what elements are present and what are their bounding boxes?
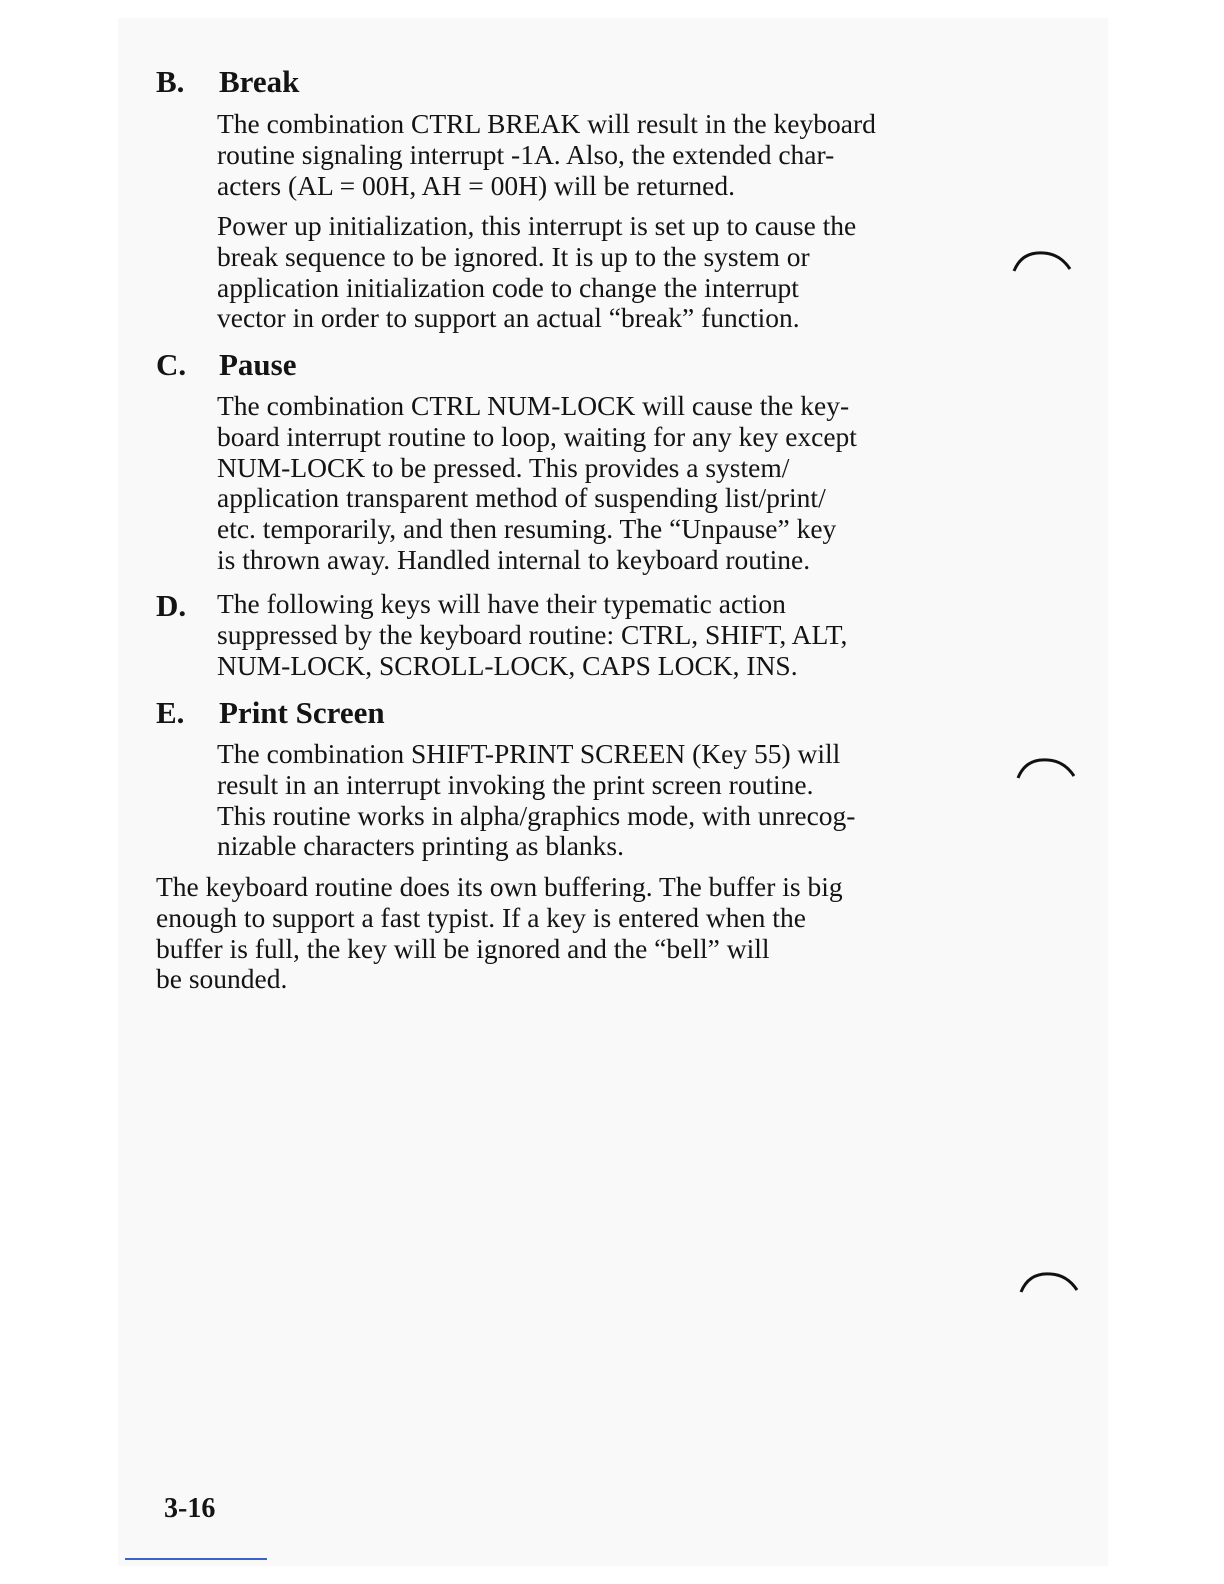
section-heading: Pause: [219, 347, 297, 382]
page-number: 3-16: [164, 1493, 216, 1524]
section-letter: E.: [156, 695, 185, 730]
paragraph: The combination CTRL BREAK will result in the keyboard routine signaling interrupt -1A. Also, the extended char- acters (AL = 00H, AH = 00H) will be returned.: [217, 108, 876, 201]
paragraph: Power up initialization, this interrupt is set up to cause the break sequence to be ignored. It is up to the system or application initialization code to change the interrupt vector in order to support an actual “break” function.: [217, 210, 857, 334]
paragraph: The combination CTRL NUM-LOCK will cause the key- board interrupt routine to loop, waiting for any key except NUM-LOCK to be pressed. This provides a system/ application transparent method of suspending list/print/ etc. temporarily, and then resuming. The “Unpause” key is thrown away. Handled internal to keyboard routine.: [217, 390, 857, 575]
binder-hole-mark: [1016, 752, 1076, 782]
paragraph: The combination SHIFT-PRINT SCREEN (Key 55) will result in an interrupt invoking the print screen routine. This routine works in alpha/graphics mode, with unrecog- nizable characters printing as blanks.: [217, 738, 856, 862]
binder-hole-mark: [1019, 1266, 1079, 1296]
section-letter: D.: [156, 588, 187, 623]
binder-hole-mark: [1012, 245, 1072, 275]
section-letter: B.: [156, 64, 185, 99]
section-heading: Print Screen: [219, 695, 385, 730]
closing-paragraph: The keyboard routine does its own buffering. The buffer is big enough to support a fast typist. If a key is entered when the buffer is full, the key will be ignored and the “bell” will be sounded.: [156, 871, 843, 995]
footer-rule: [125, 1558, 267, 1560]
section-heading: Break: [219, 64, 300, 99]
paragraph: The following keys will have their typematic action suppressed by the keyboard routine: CTRL, SHIFT, ALT, NUM-LOCK, SCROLL-LOCK, CAPS LOCK, INS.: [217, 588, 848, 681]
section-letter: C.: [156, 347, 187, 382]
